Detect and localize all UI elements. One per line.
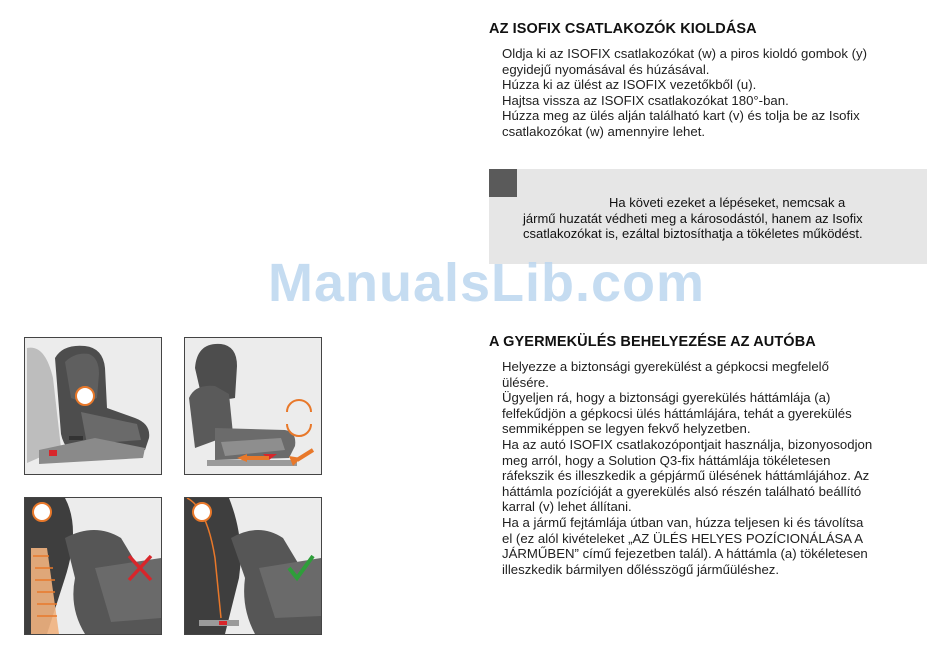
instruction-line: karral (v) lehet állítani. bbox=[502, 499, 632, 515]
instruction-line: háttámla pozícióját a gyerekülés alsó részén található beállító bbox=[502, 483, 862, 499]
note-line: jármű huzatát védheti meg a károsodástól, hanem az Isofix bbox=[523, 210, 863, 226]
circle-marker-icon bbox=[76, 387, 94, 405]
instruction-line: ráfekszik és illeszkedik a gépjármű ülésének háttámlájához. Az bbox=[502, 468, 870, 484]
instruction-line: felfekűdjön a gépkocsi ülés háttámlájára, tehát a gyerekülés bbox=[502, 405, 852, 421]
seat-illustration bbox=[25, 338, 161, 474]
instruction-line: illeszkedik bármilyen dőlésszögű járműüléshez. bbox=[502, 561, 780, 577]
instruction-line: egyidejű nyomásával és húzásával. bbox=[502, 61, 710, 77]
circle-marker-icon bbox=[193, 503, 211, 521]
note-line: csatlakozókat is, ezáltal biztosíthatja a tökéletes működést. bbox=[523, 226, 863, 241]
watermark: ManualsLib.com bbox=[268, 253, 706, 313]
note-text bbox=[523, 195, 913, 242]
isofix-push-in-view bbox=[184, 337, 322, 475]
seat-illustration bbox=[185, 498, 321, 634]
instruction-line: Ha az autó ISOFIX csatlakozópontjait használja, bizonyosodjon bbox=[502, 436, 873, 452]
isofix-release-instructions bbox=[502, 46, 932, 140]
seat-illustration bbox=[25, 498, 161, 634]
note-line: Ha követi ezeket a lépéseket, nemcsak a bbox=[609, 195, 846, 210]
instruction-line: el (ez alól kivételeket „AZ ÜLÉS HELYES POZÍCIONÁLÁSA A bbox=[502, 530, 864, 546]
circle-marker-icon bbox=[33, 503, 51, 521]
instruction-line: Helyezze a biztonsági gyerekülést a gépkocsi megfelelő bbox=[502, 359, 829, 374]
push-arrow-icon bbox=[247, 456, 269, 460]
seat-placement-instructions bbox=[502, 359, 932, 577]
note-box bbox=[489, 169, 927, 264]
instruction-line: Hajtsa vissza az ISOFIX csatlakozókat 180°-ban. bbox=[502, 92, 789, 108]
instruction-line: Oldja ki az ISOFIX csatlakozókat (w) a piros kioldó gombok (y) bbox=[502, 46, 867, 61]
instruction-line: Ügyeljen rá, hogy a biztonsági gyerekülés háttámlája (a) bbox=[502, 390, 831, 406]
seat-installed-side-view bbox=[24, 337, 162, 475]
instruction-line: JÁRMŰBEN” című fejezetben talál). A háttámla (a) tökéletesen bbox=[502, 546, 868, 562]
instruction-line: ülésére. bbox=[502, 374, 549, 390]
instruction-line: Húzza meg az ülés alján található kart (v) és tolja be az Isofix bbox=[502, 108, 860, 124]
correct-recline-view bbox=[184, 497, 322, 635]
instruction-line: Húzza ki az ülést az ISOFIX vezetőkből (u). bbox=[502, 77, 757, 93]
section-title-isofix-release: AZ ISOFIX CSATLAKOZÓK KIOLDÁSA bbox=[489, 21, 757, 37]
note-square-icon bbox=[489, 169, 517, 197]
section-title-seat-placement: A GYERMEKÜLÉS BEHELYEZÉSE AZ AUTÓBA bbox=[489, 334, 816, 350]
instruction-line: csatlakozókat (w) amennyire lehet. bbox=[502, 123, 706, 139]
incorrect-recline-view bbox=[24, 497, 162, 635]
instruction-line: meg arról, hogy a Solution Q3-fix háttámlája tökéletesen bbox=[502, 452, 831, 468]
seat-illustration bbox=[185, 338, 321, 474]
instruction-line: semmiképpen se legyen fekvő helyzetben. bbox=[502, 421, 751, 437]
instruction-line: Ha a jármű fejtámlája útban van, húzza teljesen ki és távolítsa bbox=[502, 514, 864, 530]
